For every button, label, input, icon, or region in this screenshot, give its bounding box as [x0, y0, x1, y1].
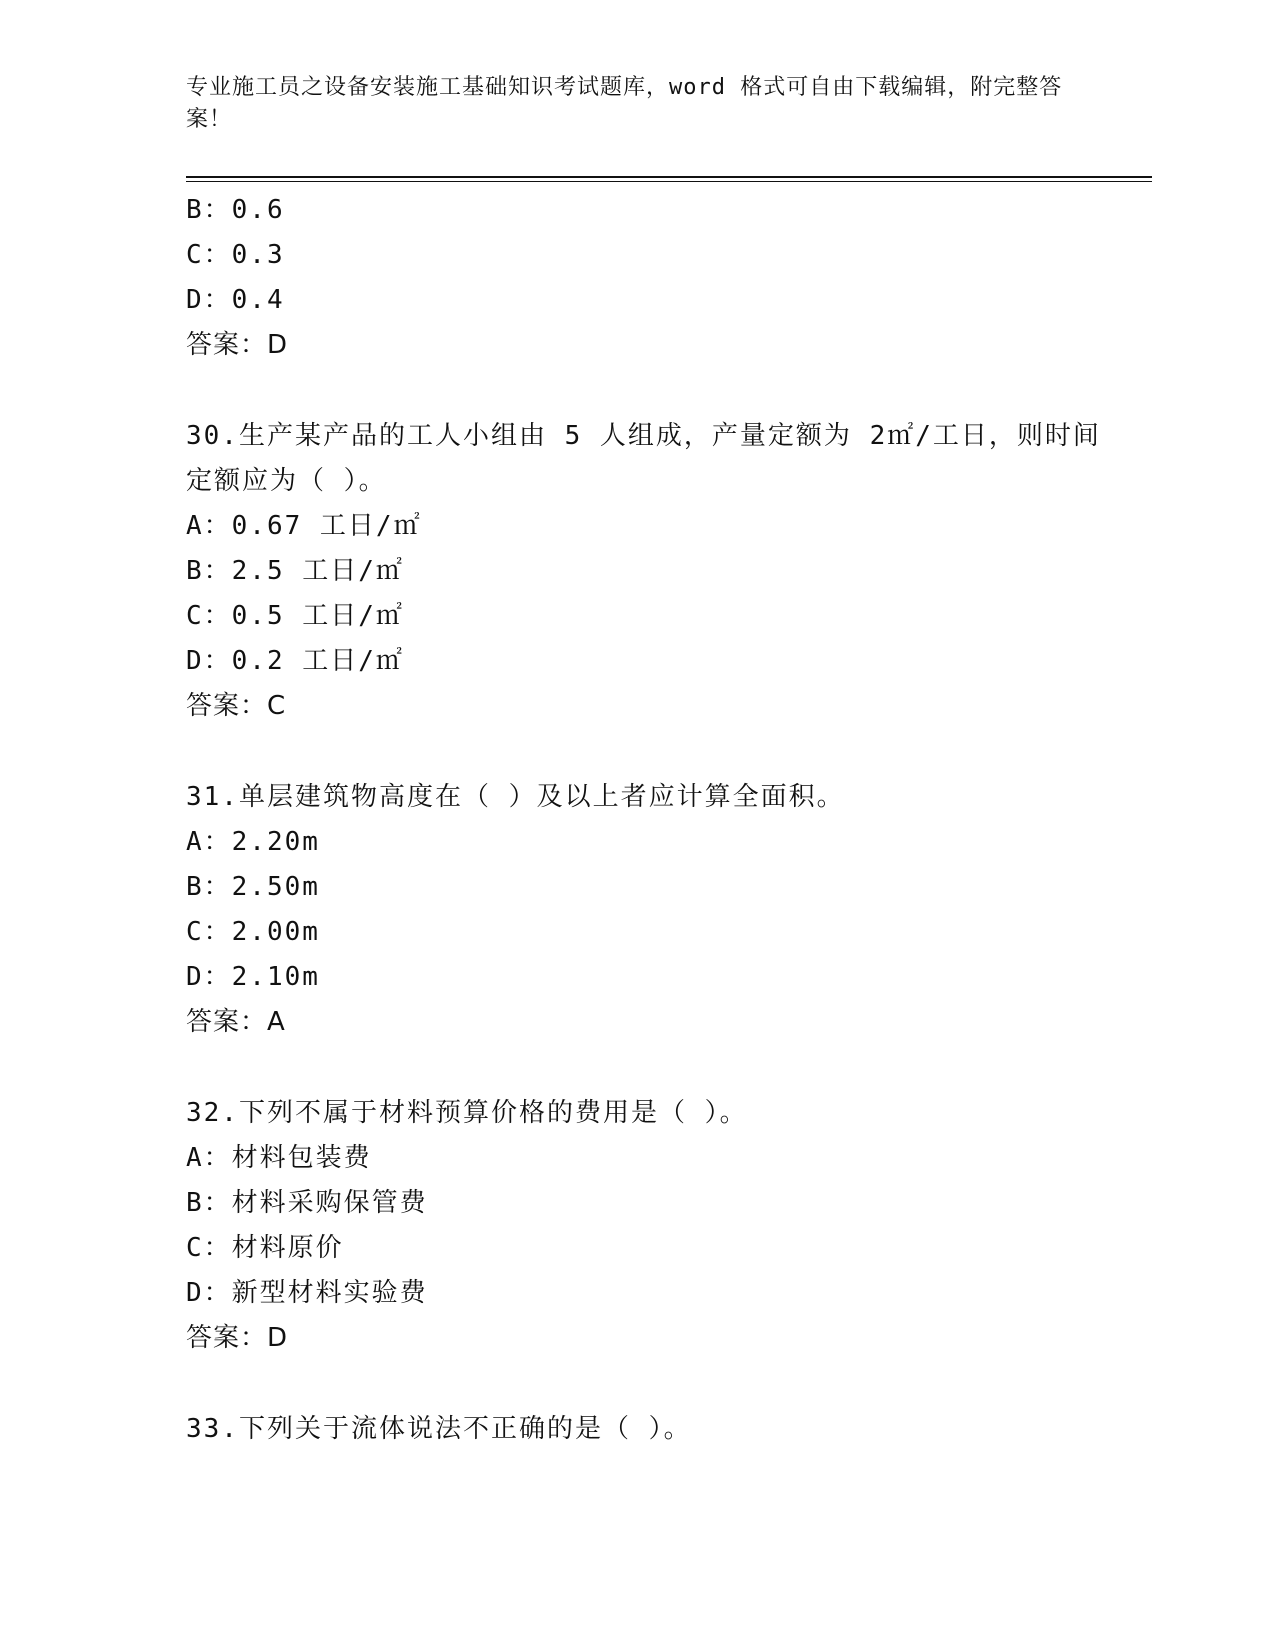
answer-line: 答案：A — [186, 1007, 286, 1037]
question-stem: 31.单层建筑物高度在（ ）及以上者应计算全面积。 — [186, 782, 845, 812]
option-b: B：2.50m — [186, 872, 320, 902]
option-a: A：材料包装费 — [186, 1143, 372, 1173]
option-b: B：0.6 — [186, 195, 285, 225]
question-content — [186, 188, 1101, 1452]
document-header: 专业施工员之设备安装施工基础知识考试题库，word 格式可自由下载编辑，附完整答案！ — [186, 75, 1063, 132]
option-b: B：2.5 工日/㎡ — [186, 556, 404, 586]
header-rule-thick — [186, 176, 1152, 178]
answer-line: 答案：D — [186, 330, 289, 360]
option-d: D：0.2 工日/㎡ — [186, 646, 404, 676]
option-c: C：材料原价 — [186, 1233, 344, 1263]
option-d: D：2.10m — [186, 962, 320, 992]
question-stem-cont: 定额应为（ ）。 — [186, 466, 387, 496]
question-stem: 32.下列不属于材料预算价格的费用是（ ）。 — [186, 1098, 748, 1128]
answer-line: 答案：D — [186, 1323, 289, 1353]
option-c: C：0.3 — [186, 240, 285, 270]
option-b: B：材料采购保管费 — [186, 1188, 428, 1218]
option-c: C：2.00m — [186, 917, 320, 947]
option-d: D：新型材料实验费 — [186, 1278, 428, 1308]
option-c: C：0.5 工日/㎡ — [186, 601, 404, 631]
option-a: A：2.20m — [186, 827, 320, 857]
header-rule-thin — [186, 181, 1152, 182]
question-stem: 33.下列关于流体说法不正确的是（ ）。 — [186, 1414, 692, 1444]
question-stem: 30.生产某产品的工人小组由 5 人组成，产量定额为 2㎡/工日，则时间 — [186, 421, 1101, 451]
answer-line: 答案：C — [186, 691, 287, 721]
option-d: D：0.4 — [186, 285, 285, 315]
option-a: A：0.67 工日/㎡ — [186, 511, 422, 541]
